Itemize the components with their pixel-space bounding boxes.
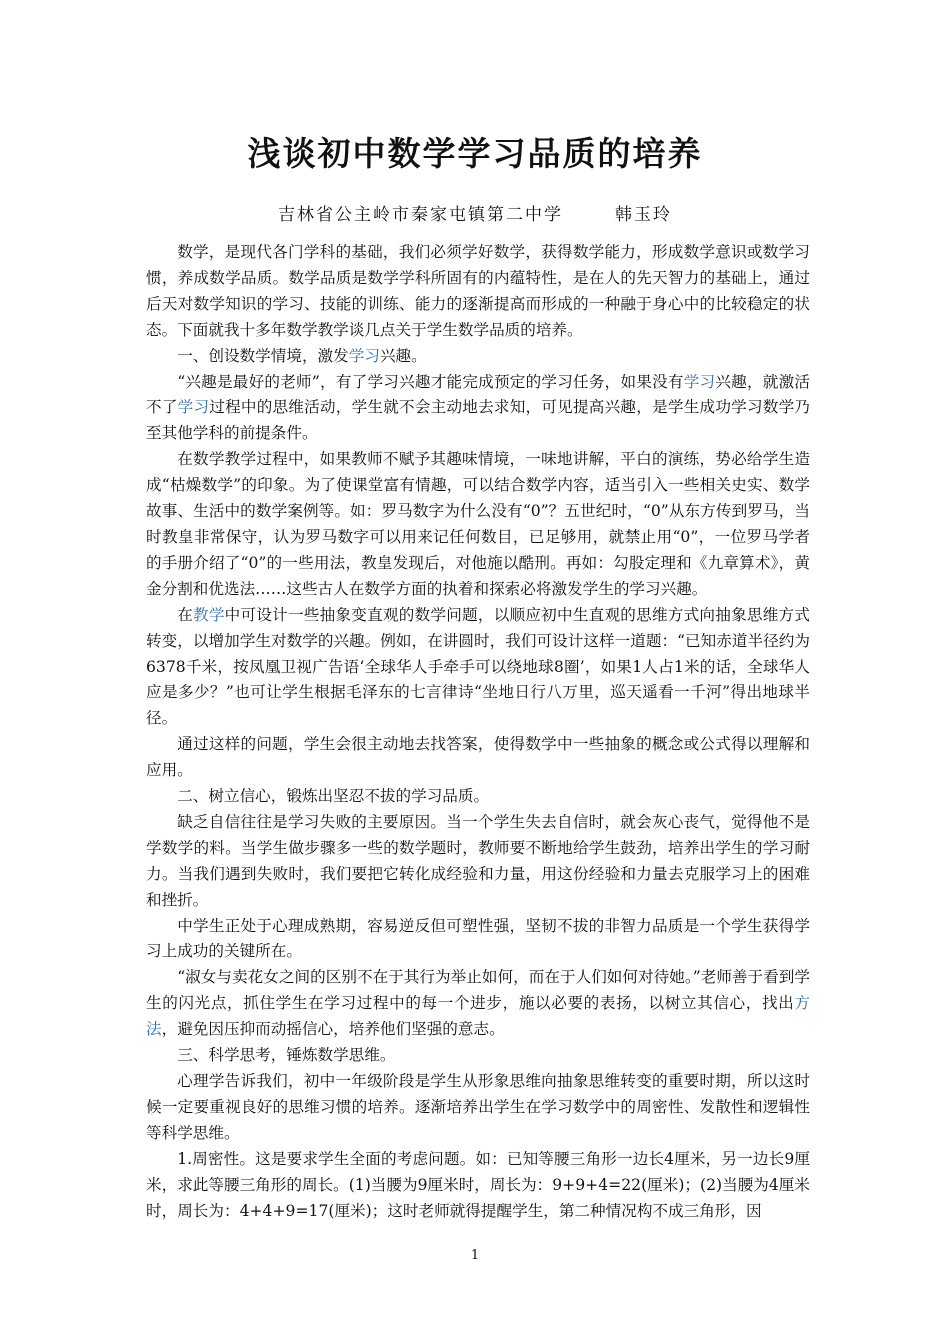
text-segment: 三、科学思考，锤炼数学思维。	[177, 1046, 396, 1065]
paragraph	[146, 370, 810, 448]
section-heading	[146, 1043, 810, 1069]
text-segment: 心理学告诉我们，初中一年级阶段是学生从形象思维向抽象思维转变的重要时期，所以这时候一定要重视良好的思维习惯的培养。逐渐培养出学生在学习数学中的周密性、发散性和逻辑性等科学思维。	[146, 1072, 810, 1142]
author-school: 吉林省公主岭市秦家屯镇第二中学	[278, 205, 563, 225]
text-segment: 兴趣。	[379, 346, 427, 365]
text-segment: 过程中的思维活动，学生就不会主动地去求知，可见提高兴趣，是学生成功学习数学乃至其他学科的前提条件。	[146, 398, 810, 443]
paragraph	[146, 447, 810, 602]
hyperlink-jiaoxue[interactable]: 教学	[193, 605, 225, 624]
text-segment: 缺乏自信往往是学习失败的主要原因。当一个学生失去自信时，就会灰心丧气，觉得他不是学数学的料。当学生做步骤多一些的数学题时，教师要不断地给学生鼓劲，培养出学生的学习耐力。当我们遇到失败时，我们要把它转化成经验和力量，用这份经验和力量去克服学习上的困难和挫折。	[146, 812, 810, 909]
paragraph	[146, 965, 810, 1043]
text-segment: 中学生正处于心理成熟期，容易逆反但可塑性强，坚韧不拔的非智力品质是一个学生获得学习上成功的关键所在。	[146, 916, 810, 961]
paragraph	[146, 603, 810, 733]
page-number: 1	[470, 1248, 480, 1263]
article-body	[146, 240, 810, 1224]
text-segment: 中可设计一些抽象变直观的数学问题，以顺应初中生直观的思维方式向抽象思维方式转变，以增加学生对数学的兴趣。例如，在讲圆时，我们可设计这样一道题：“已知赤道半径约为6378千米，按凤凰卫视广告语‘全球华人手牵手可以绕地球8圈’，如果1人占1米的话，全球华人应是多少？”也可让学生根据毛泽东的七言律诗“坐地日行八万里，巡天遥看一千河”得出地球半径。	[146, 605, 810, 728]
section-heading	[146, 344, 810, 370]
text-segment: 在数学教学过程中，如果教师不赋予其趣味情境，一味地讲解，平白的演练，势必给学生造成“枯燥数学”的印象。为了使课堂富有情趣，可以结合数学内容，适当引入一些相关史实、数学故事、生活中的数学案例等。如：罗马数字为什么没有“0”？五世纪时，“0”从东方传到罗马，当时教皇非常保守，认为罗马数字可以用来记任何数目，已足够用，就禁止用“0”，一位罗马学者的手册介绍了“0”的一些用法，教皇发现后，对他施以酷刑。再如：勾股定理和《九章算术》，黄金分割和优选法……这些古人在数学方面的执着和探索必将激发学生的学习兴趣。	[146, 450, 810, 598]
paragraph	[146, 1147, 810, 1225]
text-segment: ，避免因压抑而动摇信心，培养他们坚强的意志。	[161, 1020, 505, 1039]
hyperlink-xuexi[interactable]: 学习	[177, 398, 210, 417]
text-segment: “兴趣是最好的老师”，有了学习兴趣才能完成预定的学习任务，如果没有	[177, 372, 684, 391]
hyperlink-xuexi[interactable]: 学习	[683, 372, 716, 391]
text-segment: 1.周密性。这是要求学生全面的考虑问题。如：已知等腰三角形一边长4厘米，另一边长9厘米，求此等腰三角形的周长。(1)当腰为9厘米时，周长为：9+9+4=22(厘米)；(2)当腰为4厘米时，周长为：4+4+9=17(厘米)；这时老师就得提醒学生，第二种情况构不成三角形，因	[146, 1149, 810, 1220]
text-segment: “淑女与卖花女之间的区别不在于其行为举止如何，而在于人们如何对待她。”老师善于看到学生的闪光点，抓住学生在学习过程中的每一个进步，施以必要的表扬，以树立其信心，找出	[146, 968, 810, 1013]
page-title: 浅谈初中数学学习品质的培养	[247, 134, 703, 173]
paragraph	[146, 240, 810, 344]
paragraph	[146, 732, 810, 784]
paragraph	[146, 1069, 810, 1147]
text-segment: 二、树立信心，锻炼出坚忍不拔的学习品质。	[177, 787, 490, 806]
hyperlink-xuexi[interactable]: 学习	[348, 346, 380, 365]
text-segment: 兴趣，就激活不了	[146, 372, 810, 417]
text-segment: 数学，是现代各门学科的基础，我们必须学好数学，获得数学能力，形成数学意识或数学习惯，养成数学品质。数学品质是数学学科所固有的内蕴特性，是在人的先天智力的基础上，通过后天对数学知识的学习、技能的训练、能力的逐渐提高而形成的一种融于身心中的比较稳定的状态。下面就我十多年数学教学谈几点关于学生数学品质的培养。	[146, 243, 810, 339]
paragraph	[146, 914, 810, 966]
text-segment: 通过这样的问题，学生会很主动地去找答案，使得数学中一些抽象的概念或公式得以理解和应用。	[146, 735, 810, 780]
section-heading	[146, 784, 810, 810]
paragraph	[146, 810, 810, 914]
text-segment: 在	[177, 605, 194, 624]
hyperlink-fangfa[interactable]: 方法	[146, 994, 810, 1039]
text-segment: 一、创设数学情境，激发	[177, 346, 349, 365]
byline	[0, 200, 950, 225]
author-name: 韩玉玲	[615, 205, 672, 225]
